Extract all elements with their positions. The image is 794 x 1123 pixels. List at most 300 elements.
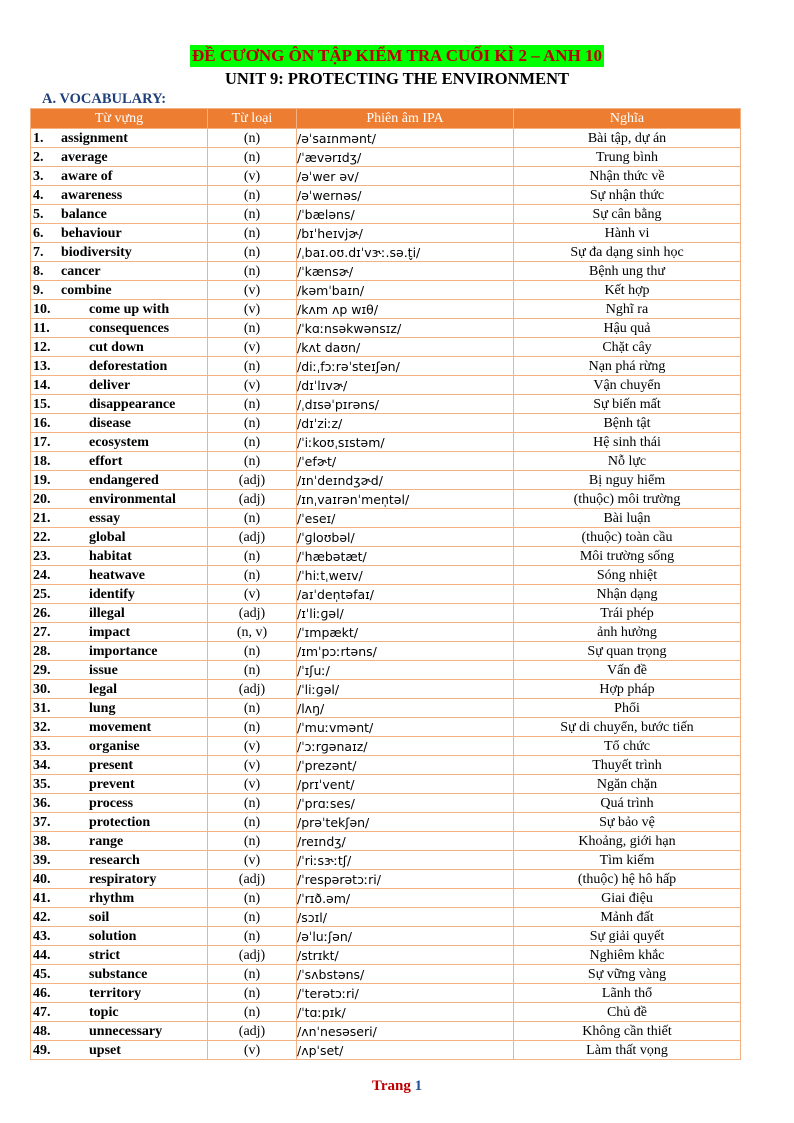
ipa-cell: /ʌpˈset/ bbox=[297, 1041, 514, 1060]
table-row bbox=[31, 623, 741, 642]
word-type-cell: (n) bbox=[208, 1003, 297, 1022]
word-cell bbox=[31, 718, 208, 737]
word-cell bbox=[31, 946, 208, 965]
ipa-cell: /ɪˈliːɡəl/ bbox=[297, 604, 514, 623]
word-cell bbox=[31, 148, 208, 167]
word-type-cell: (n) bbox=[208, 699, 297, 718]
meaning-cell: Ngăn chặn bbox=[514, 775, 741, 794]
ipa-cell: /əˈsaɪnmənt/ bbox=[297, 129, 514, 148]
vocab-word: range bbox=[89, 833, 124, 849]
table-row bbox=[31, 1041, 741, 1060]
word-type-cell: (v) bbox=[208, 300, 297, 319]
table-row bbox=[31, 604, 741, 623]
word-type-cell: (v) bbox=[208, 376, 297, 395]
word-type-cell: (adj) bbox=[208, 946, 297, 965]
header-row bbox=[31, 109, 741, 129]
table-row bbox=[31, 129, 741, 148]
vocab-word: awareness bbox=[61, 187, 123, 203]
row-number: 22. bbox=[33, 529, 51, 545]
unit-title: UNIT 9: PROTECTING THE ENVIRONMENT bbox=[224, 69, 570, 88]
ipa-cell: /prɪˈvent/ bbox=[297, 775, 514, 794]
vocab-word: global bbox=[89, 529, 126, 545]
meaning-cell: Tổ chức bbox=[514, 737, 741, 756]
table-row bbox=[31, 186, 741, 205]
meaning-cell: Giai điệu bbox=[514, 889, 741, 908]
row-number: 18. bbox=[33, 453, 51, 469]
ipa-cell: /diːˌfɔːrəˈsteɪʃən/ bbox=[297, 357, 514, 376]
table-row bbox=[31, 338, 741, 357]
ipa-cell: /ˌdɪsəˈpɪrəns/ bbox=[297, 395, 514, 414]
word-cell bbox=[31, 224, 208, 243]
ipa-cell: /ˈævərɪdʒ/ bbox=[297, 148, 514, 167]
meaning-cell: (thuộc) môi trường bbox=[514, 490, 741, 509]
word-type-cell: (n) bbox=[208, 642, 297, 661]
row-number: 27. bbox=[33, 624, 51, 640]
meaning-cell: Trung bình bbox=[514, 148, 741, 167]
vocab-word: identify bbox=[89, 586, 135, 602]
table-row bbox=[31, 737, 741, 756]
meaning-cell: Vận chuyển bbox=[514, 376, 741, 395]
vocab-word: strict bbox=[89, 947, 121, 963]
vocab-word: aware of bbox=[61, 168, 113, 184]
word-cell bbox=[31, 186, 208, 205]
vocab-word: rhythm bbox=[89, 890, 135, 906]
page-label: Trang bbox=[371, 1078, 411, 1094]
row-number: 3. bbox=[33, 168, 44, 184]
vocab-word: biodiversity bbox=[61, 244, 132, 260]
word-type-cell: (adj) bbox=[208, 870, 297, 889]
table-row bbox=[31, 889, 741, 908]
word-type-cell: (n) bbox=[208, 357, 297, 376]
meaning-cell: Sự giải quyết bbox=[514, 927, 741, 946]
word-cell bbox=[31, 680, 208, 699]
word-cell bbox=[31, 813, 208, 832]
meaning-cell: Trái phép bbox=[514, 604, 741, 623]
word-cell bbox=[31, 832, 208, 851]
ipa-cell: /sɔɪl/ bbox=[297, 908, 514, 927]
vocab-word: prevent bbox=[89, 776, 135, 792]
vocab-word: effort bbox=[89, 453, 123, 469]
word-cell bbox=[31, 281, 208, 300]
meaning-cell: Sự nhận thức bbox=[514, 186, 741, 205]
table-row bbox=[31, 946, 741, 965]
row-number: 48. bbox=[33, 1023, 51, 1039]
ipa-cell: /ˈefɚt/ bbox=[297, 452, 514, 471]
meaning-cell: Phổi bbox=[514, 699, 741, 718]
vocab-word: territory bbox=[89, 985, 142, 1001]
ipa-cell: /aɪˈden̩təfaɪ/ bbox=[297, 585, 514, 604]
vocab-word: assignment bbox=[61, 130, 128, 146]
vocab-word: impact bbox=[89, 624, 131, 640]
word-cell bbox=[31, 661, 208, 680]
table-row bbox=[31, 205, 741, 224]
meaning-cell: Vấn đề bbox=[514, 661, 741, 680]
row-number: 10. bbox=[33, 301, 51, 317]
meaning-cell: (thuộc) toàn cầu bbox=[514, 528, 741, 547]
row-number: 13. bbox=[33, 358, 51, 374]
ipa-cell: /ˈɪmpækt/ bbox=[297, 623, 514, 642]
row-number: 24. bbox=[33, 567, 51, 583]
word-cell bbox=[31, 338, 208, 357]
meaning-cell: Bài tập, dự án bbox=[514, 129, 741, 148]
vocab-word: balance bbox=[61, 206, 107, 222]
ipa-cell: /ˈrɪð.əm/ bbox=[297, 889, 514, 908]
word-type-cell: (n) bbox=[208, 433, 297, 452]
vocab-word: upset bbox=[89, 1042, 121, 1058]
ipa-cell: /ˈriːsɝːtʃ/ bbox=[297, 851, 514, 870]
row-number: 7. bbox=[33, 244, 44, 260]
ipa-cell: /lʌŋ/ bbox=[297, 699, 514, 718]
ipa-cell: /dɪˈziːz/ bbox=[297, 414, 514, 433]
ipa-cell: /ʌnˈnesəseri/ bbox=[297, 1022, 514, 1041]
row-number: 26. bbox=[33, 605, 51, 621]
meaning-cell: Nạn phá rừng bbox=[514, 357, 741, 376]
row-number: 29. bbox=[33, 662, 51, 678]
meaning-cell: Khoảng, giới hạn bbox=[514, 832, 741, 851]
word-cell bbox=[31, 908, 208, 927]
word-cell bbox=[31, 243, 208, 262]
table-row bbox=[31, 775, 741, 794]
meaning-cell: Nhận thức về bbox=[514, 167, 741, 186]
table-row bbox=[31, 984, 741, 1003]
word-type-cell: (n) bbox=[208, 243, 297, 262]
title-block bbox=[0, 45, 794, 67]
header-type: Từ loại bbox=[208, 109, 297, 129]
word-cell bbox=[31, 300, 208, 319]
row-number: 23. bbox=[33, 548, 51, 564]
meaning-cell: Nhận dạng bbox=[514, 585, 741, 604]
meaning-cell: Tìm kiếm bbox=[514, 851, 741, 870]
table-row bbox=[31, 319, 741, 338]
document-title: ĐỀ CƯƠNG ÔN TẬP KIỂM TRA CUỐI KÌ 2 – ANH 10 bbox=[191, 46, 603, 65]
ipa-cell: /ˈkænsɚ/ bbox=[297, 262, 514, 281]
ipa-cell: /ˌbaɪ.oʊ.dɪˈvɝː.sə.t̬i/ bbox=[297, 243, 514, 262]
word-type-cell: (v) bbox=[208, 167, 297, 186]
row-number: 21. bbox=[33, 510, 51, 526]
meaning-cell: Hành vi bbox=[514, 224, 741, 243]
word-type-cell: (v) bbox=[208, 585, 297, 604]
word-cell bbox=[31, 452, 208, 471]
table-row bbox=[31, 148, 741, 167]
word-type-cell: (adj) bbox=[208, 604, 297, 623]
row-number: 5. bbox=[33, 206, 44, 222]
table-row bbox=[31, 908, 741, 927]
table-row bbox=[31, 851, 741, 870]
word-type-cell: (adj) bbox=[208, 528, 297, 547]
row-number: 1. bbox=[33, 130, 44, 146]
table-row bbox=[31, 832, 741, 851]
ipa-cell: /ˈprɑːses/ bbox=[297, 794, 514, 813]
vocab-word: issue bbox=[89, 662, 118, 678]
table-row bbox=[31, 585, 741, 604]
ipa-cell: /əˈluːʃən/ bbox=[297, 927, 514, 946]
word-type-cell: (n) bbox=[208, 319, 297, 338]
ipa-cell: /ˈsʌbstəns/ bbox=[297, 965, 514, 984]
meaning-cell: Mảnh đất bbox=[514, 908, 741, 927]
word-cell bbox=[31, 509, 208, 528]
word-type-cell: (v) bbox=[208, 851, 297, 870]
word-cell bbox=[31, 471, 208, 490]
row-number: 49. bbox=[33, 1042, 51, 1058]
table-row bbox=[31, 813, 741, 832]
word-cell bbox=[31, 129, 208, 148]
row-number: 41. bbox=[33, 890, 51, 906]
meaning-cell: Quá trình bbox=[514, 794, 741, 813]
table-row bbox=[31, 927, 741, 946]
word-type-cell: (n) bbox=[208, 794, 297, 813]
table-row bbox=[31, 965, 741, 984]
vocab-word: cut down bbox=[89, 339, 144, 355]
table-row bbox=[31, 699, 741, 718]
vocab-word: solution bbox=[89, 928, 137, 944]
vocab-word: consequences bbox=[89, 320, 170, 336]
row-number: 12. bbox=[33, 339, 51, 355]
table-row bbox=[31, 718, 741, 737]
word-type-cell: (n) bbox=[208, 984, 297, 1003]
word-cell bbox=[31, 642, 208, 661]
vocab-word: topic bbox=[89, 1004, 119, 1020]
vocab-word: organise bbox=[89, 738, 140, 754]
row-number: 14. bbox=[33, 377, 51, 393]
row-number: 40. bbox=[33, 871, 51, 887]
word-cell bbox=[31, 395, 208, 414]
row-number: 31. bbox=[33, 700, 51, 716]
ipa-cell: /əˈwernəs/ bbox=[297, 186, 514, 205]
vocab-word: deforestation bbox=[89, 358, 168, 374]
word-cell bbox=[31, 205, 208, 224]
meaning-cell: Nghĩ ra bbox=[514, 300, 741, 319]
word-type-cell: (adj) bbox=[208, 680, 297, 699]
word-cell bbox=[31, 737, 208, 756]
word-type-cell: (v) bbox=[208, 281, 297, 300]
ipa-cell: /ɪnˌvaɪrənˈmen̩təl/ bbox=[297, 490, 514, 509]
vocab-word: unnecessary bbox=[89, 1023, 163, 1039]
meaning-cell: Nỗ lực bbox=[514, 452, 741, 471]
meaning-cell: Chặt cây bbox=[514, 338, 741, 357]
word-type-cell: (v) bbox=[208, 775, 297, 794]
vocab-word: substance bbox=[89, 966, 148, 982]
vocab-word: combine bbox=[61, 282, 112, 298]
row-number: 28. bbox=[33, 643, 51, 659]
meaning-cell: Sự vững vàng bbox=[514, 965, 741, 984]
meaning-cell: ảnh hưởng bbox=[514, 623, 741, 642]
row-number: 37. bbox=[33, 814, 51, 830]
word-type-cell: (v) bbox=[208, 1041, 297, 1060]
ipa-cell: /bɪˈheɪvjɚ/ bbox=[297, 224, 514, 243]
row-number: 39. bbox=[33, 852, 51, 868]
word-type-cell: (n) bbox=[208, 889, 297, 908]
vocab-word: ecosystem bbox=[89, 434, 149, 450]
vocab-word: disappearance bbox=[89, 396, 176, 412]
word-cell bbox=[31, 699, 208, 718]
word-cell bbox=[31, 490, 208, 509]
ipa-cell: /ˈeseɪ/ bbox=[297, 509, 514, 528]
header-word: Từ vựng bbox=[31, 109, 208, 129]
word-type-cell: (n) bbox=[208, 566, 297, 585]
row-number: 36. bbox=[33, 795, 51, 811]
vocab-word: environmental bbox=[89, 491, 176, 507]
ipa-cell: /ˈrespərətɔːri/ bbox=[297, 870, 514, 889]
table-row bbox=[31, 433, 741, 452]
meaning-cell: Bài luận bbox=[514, 509, 741, 528]
row-number: 16. bbox=[33, 415, 51, 431]
ipa-cell: /kʌt daʊn/ bbox=[297, 338, 514, 357]
word-type-cell: (n) bbox=[208, 186, 297, 205]
meaning-cell: Sự cân bằng bbox=[514, 205, 741, 224]
word-type-cell: (n) bbox=[208, 224, 297, 243]
ipa-cell: /kʌm ʌp wɪθ/ bbox=[297, 300, 514, 319]
table-row bbox=[31, 243, 741, 262]
row-number: 46. bbox=[33, 985, 51, 1001]
table-row bbox=[31, 281, 741, 300]
vocab-word: cancer bbox=[61, 263, 101, 279]
ipa-cell: /ˈiːkoʊˌsɪstəm/ bbox=[297, 433, 514, 452]
meaning-cell: Chủ đề bbox=[514, 1003, 741, 1022]
table-row bbox=[31, 490, 741, 509]
row-number: 8. bbox=[33, 263, 44, 279]
table-row bbox=[31, 1022, 741, 1041]
table-row bbox=[31, 224, 741, 243]
page-footer bbox=[0, 1078, 794, 1095]
vocab-word: movement bbox=[89, 719, 152, 735]
word-type-cell: (n, v) bbox=[208, 623, 297, 642]
word-cell bbox=[31, 965, 208, 984]
ipa-cell: /ˈbæləns/ bbox=[297, 205, 514, 224]
word-cell bbox=[31, 1003, 208, 1022]
word-type-cell: (n) bbox=[208, 832, 297, 851]
vocab-word: protection bbox=[89, 814, 151, 830]
vocab-word: importance bbox=[89, 643, 158, 659]
ipa-cell: /ˈɔːrɡənaɪz/ bbox=[297, 737, 514, 756]
ipa-cell: /reɪndʒ/ bbox=[297, 832, 514, 851]
meaning-cell: Bệnh tật bbox=[514, 414, 741, 433]
row-number: 25. bbox=[33, 586, 51, 602]
word-type-cell: (n) bbox=[208, 205, 297, 224]
word-type-cell: (n) bbox=[208, 927, 297, 946]
word-cell bbox=[31, 775, 208, 794]
word-cell bbox=[31, 433, 208, 452]
word-cell bbox=[31, 851, 208, 870]
ipa-cell: /ˈmuːvmənt/ bbox=[297, 718, 514, 737]
table-row bbox=[31, 870, 741, 889]
meaning-cell: Sự quan trọng bbox=[514, 642, 741, 661]
ipa-cell: /ˈterətɔːri/ bbox=[297, 984, 514, 1003]
meaning-cell: Hợp pháp bbox=[514, 680, 741, 699]
table-row bbox=[31, 661, 741, 680]
ipa-cell: /prəˈtekʃən/ bbox=[297, 813, 514, 832]
ipa-cell: /ˈɪʃuː/ bbox=[297, 661, 514, 680]
vocab-word: legal bbox=[89, 681, 117, 697]
table-row bbox=[31, 357, 741, 376]
vocab-word: disease bbox=[89, 415, 131, 431]
table-row bbox=[31, 642, 741, 661]
word-cell bbox=[31, 927, 208, 946]
row-number: 6. bbox=[33, 225, 44, 241]
table-row bbox=[31, 509, 741, 528]
meaning-cell: Sự đa dạng sinh học bbox=[514, 243, 741, 262]
row-number: 20. bbox=[33, 491, 51, 507]
table-row bbox=[31, 566, 741, 585]
meaning-cell: Môi trường sống bbox=[514, 547, 741, 566]
vocab-word: present bbox=[89, 757, 134, 773]
header-meaning: Nghĩa bbox=[514, 109, 741, 129]
ipa-cell: /ˈhæbətæt/ bbox=[297, 547, 514, 566]
table-row bbox=[31, 395, 741, 414]
word-type-cell: (adj) bbox=[208, 1022, 297, 1041]
word-cell bbox=[31, 262, 208, 281]
word-type-cell: (n) bbox=[208, 262, 297, 281]
word-type-cell: (n) bbox=[208, 718, 297, 737]
word-cell bbox=[31, 1022, 208, 1041]
meaning-cell: Nghiêm khắc bbox=[514, 946, 741, 965]
word-type-cell: (n) bbox=[208, 395, 297, 414]
meaning-cell: Kết hợp bbox=[514, 281, 741, 300]
vocab-word: illegal bbox=[89, 605, 125, 621]
vocab-word: come up with bbox=[89, 301, 170, 317]
vocab-word: heatwave bbox=[89, 567, 145, 583]
word-cell bbox=[31, 528, 208, 547]
word-type-cell: (n) bbox=[208, 547, 297, 566]
meaning-cell: Làm thất vọng bbox=[514, 1041, 741, 1060]
row-number: 44. bbox=[33, 947, 51, 963]
ipa-cell: /ɪmˈpɔːrtəns/ bbox=[297, 642, 514, 661]
word-type-cell: (n) bbox=[208, 813, 297, 832]
meaning-cell: Sự bảo vệ bbox=[514, 813, 741, 832]
row-number: 19. bbox=[33, 472, 51, 488]
word-type-cell: (v) bbox=[208, 756, 297, 775]
vocab-word: deliver bbox=[89, 377, 131, 393]
meaning-cell: Sóng nhiệt bbox=[514, 566, 741, 585]
row-number: 9. bbox=[33, 282, 44, 298]
table-row bbox=[31, 547, 741, 566]
vocab-word: lung bbox=[89, 700, 116, 716]
vocab-word: behaviour bbox=[61, 225, 122, 241]
ipa-cell: /ˈkɑːnsəkwənsɪz/ bbox=[297, 319, 514, 338]
vocab-word: soil bbox=[89, 909, 110, 925]
word-cell bbox=[31, 585, 208, 604]
ipa-cell: /əˈwer əv/ bbox=[297, 167, 514, 186]
word-cell bbox=[31, 167, 208, 186]
word-cell bbox=[31, 870, 208, 889]
table-row bbox=[31, 262, 741, 281]
word-type-cell: (n) bbox=[208, 414, 297, 433]
table-row bbox=[31, 452, 741, 471]
meaning-cell: Thuyết trình bbox=[514, 756, 741, 775]
vocab-word: process bbox=[89, 795, 134, 811]
meaning-cell: Sự di chuyển, bước tiến bbox=[514, 718, 741, 737]
table-row bbox=[31, 1003, 741, 1022]
row-number: 43. bbox=[33, 928, 51, 944]
ipa-cell: /kəmˈbaɪn/ bbox=[297, 281, 514, 300]
word-cell bbox=[31, 1041, 208, 1060]
meaning-cell: Lãnh thổ bbox=[514, 984, 741, 1003]
row-number: 4. bbox=[33, 187, 44, 203]
meaning-cell: Không cần thiết bbox=[514, 1022, 741, 1041]
row-number: 42. bbox=[33, 909, 51, 925]
ipa-cell: /ˈɡloʊbəl/ bbox=[297, 528, 514, 547]
meaning-cell: Bệnh ung thư bbox=[514, 262, 741, 281]
meaning-cell: Hậu quả bbox=[514, 319, 741, 338]
word-type-cell: (n) bbox=[208, 148, 297, 167]
word-type-cell: (n) bbox=[208, 452, 297, 471]
row-number: 47. bbox=[33, 1004, 51, 1020]
word-type-cell: (n) bbox=[208, 908, 297, 927]
meaning-cell: Hệ sinh thái bbox=[514, 433, 741, 452]
table-row bbox=[31, 471, 741, 490]
word-type-cell: (adj) bbox=[208, 490, 297, 509]
table-body bbox=[31, 129, 741, 1060]
row-number: 32. bbox=[33, 719, 51, 735]
